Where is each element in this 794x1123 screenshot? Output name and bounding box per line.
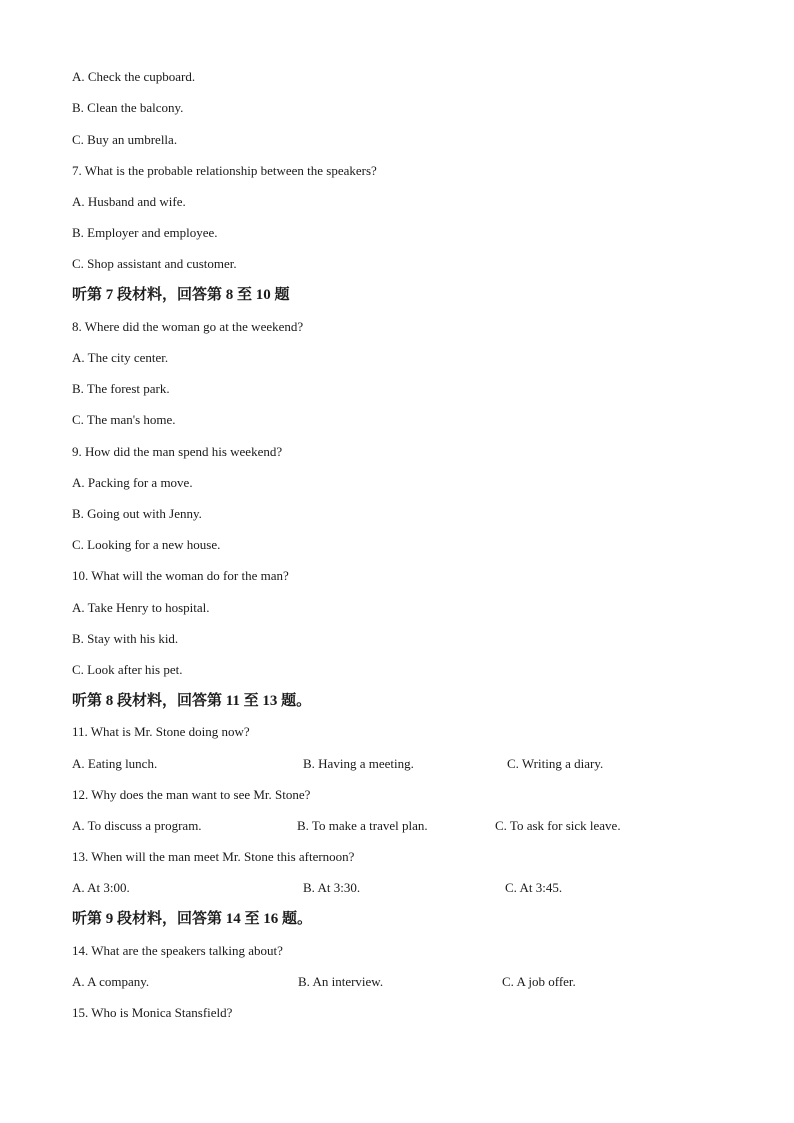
- q13-question: 13. When will the man meet Mr. Stone this afternoon?: [72, 849, 355, 864]
- section-9-heading: 听第 9 段材料，回答第 14 至 16 题。: [72, 911, 313, 927]
- q12-option-a: A. To discuss a program.: [72, 818, 202, 833]
- q10-question: 10. What will the woman do for the man?: [72, 568, 289, 583]
- q11-option-b: B. Having a meeting.: [303, 756, 414, 771]
- q12-option-c: C. To ask for sick leave.: [495, 818, 621, 833]
- q11-option-a: A. Eating lunch.: [72, 756, 158, 771]
- q6-option-c: C. Buy an umbrella.: [72, 132, 178, 147]
- q14-option-c: C. A job offer.: [502, 974, 576, 989]
- q13-option-b: B. At 3:30.: [303, 880, 361, 895]
- q13-option-c: C. At 3:45.: [505, 880, 563, 895]
- q8-option-a: A. The city center.: [72, 350, 169, 365]
- q15-question: 15. Who is Monica Stansfield?: [72, 1005, 233, 1020]
- q13-option-a: A. At 3:00.: [72, 880, 130, 895]
- q9-option-b: B. Going out with Jenny.: [72, 506, 202, 521]
- q9-question: 9. How did the man spend his weekend?: [72, 444, 283, 459]
- q9-option-c: C. Looking for a new house.: [72, 537, 221, 552]
- q8-question: 8. Where did the woman go at the weekend?: [72, 319, 304, 334]
- q10-option-a: A. Take Henry to hospital.: [72, 600, 210, 615]
- q12-option-b: B. To make a travel plan.: [297, 818, 428, 833]
- q11-option-c: C. Writing a diary.: [507, 756, 604, 771]
- q7-option-c: C. Shop assistant and customer.: [72, 256, 237, 271]
- q7-option-a: A. Husband and wife.: [72, 194, 186, 209]
- q8-option-b: B. The forest park.: [72, 381, 170, 396]
- q10-option-c: C. Look after his pet.: [72, 662, 183, 677]
- q10-option-b: B. Stay with his kid.: [72, 631, 179, 646]
- q6-option-b: B. Clean the balcony.: [72, 100, 184, 115]
- q12-question: 12. Why does the man want to see Mr. Stone?: [72, 787, 311, 802]
- q14-option-b: B. An interview.: [298, 974, 384, 989]
- q9-option-a: A. Packing for a move.: [72, 475, 193, 490]
- q7-option-b: B. Employer and employee.: [72, 225, 218, 240]
- q14-option-a: A. A company.: [72, 974, 150, 989]
- q14-question: 14. What are the speakers talking about?: [72, 943, 283, 958]
- q6-option-a: A. Check the cupboard.: [72, 69, 196, 84]
- section-8-heading: 听第 8 段材料，回答第 11 至 13 题。: [72, 693, 312, 709]
- section-7-heading: 听第 7 段材料，回答第 8 至 10 题: [72, 287, 290, 303]
- q7-question: 7. What is the probable relationship between the speakers?: [72, 163, 377, 178]
- q11-question: 11. What is Mr. Stone doing now?: [72, 724, 250, 739]
- q8-option-c: C. The man's home.: [72, 412, 176, 427]
